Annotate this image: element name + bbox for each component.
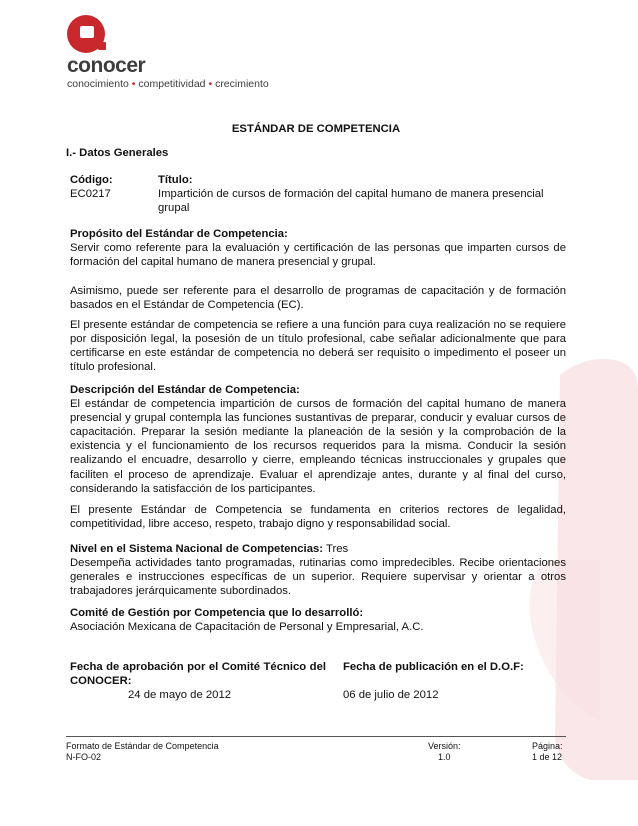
- footer-format-label: Formato de Estándar de Competencia: [66, 741, 219, 751]
- committee-block: [70, 606, 566, 634]
- paragraph-legal: El presente estándar de competencia se refiere a una función para cuya realización no se requiere por disposición legal, la posesión de un título profesional, cabe señalar adicionalmente que para certificarse en este estándar de competencia no deberá ser requisito o impedimento el poseer un título profesional.: [70, 319, 566, 374]
- publication-date: 06 de julio de 2012: [343, 689, 439, 701]
- title-value-line1: Impartición de cursos de formación del capital humano de manera presencial: [158, 188, 544, 200]
- purpose-block: [70, 227, 566, 269]
- description-heading: Descripción del Estándar de Competencia:: [70, 384, 300, 396]
- publication-heading: Fecha de publicación en el D.O.F:: [343, 661, 524, 673]
- page-title: ESTÁNDAR DE COMPETENCIA: [231, 123, 401, 135]
- approval-date: 24 de mayo de 2012: [128, 689, 232, 701]
- purpose-text: Servir como referente para la evaluación y certificación de las personas que imparten cursos de formación del capital humano de manera presencial y grupal.: [70, 242, 566, 269]
- code-value: EC0217: [70, 188, 111, 200]
- footer-version-value: 1.0: [438, 752, 451, 762]
- logo-tagline: conocimiento • competitividad • crecimiento: [67, 78, 269, 90]
- footer-version-label: Versión:: [428, 741, 461, 751]
- committee-heading: Comité de Gestión por Competencia que lo desarrolló:: [70, 607, 364, 619]
- title-label: Título:: [158, 174, 193, 186]
- code-label: Código:: [70, 174, 113, 186]
- purpose-heading: Propósito del Estándar de Competencia:: [70, 228, 288, 240]
- page-footer: [66, 736, 566, 762]
- description-text: El estándar de competencia impartición de cursos de formación del capital humano de manera presencial y grupal contempla las funciones sustantivas de preparar, conducir y evaluar cursos de capacitación. Preparar la sesión mediante la planeación de la sesión y la comprobación de la existencia y el funcionamiento de los recursos requeridos para la misma. Conducir la sesión realizando el encuadre, desarrollo y cierre, empleando técnicas instruccionales y grupales que faciliten el proceso de aprendizaje. Evaluar el aprendizaje antes, durante y al final del curso, considerando la satisfacción de los participantes.: [70, 398, 566, 495]
- footer-format-code: N-FO-02: [66, 752, 102, 762]
- committee-text: Asociación Mexicana de Capacitación de Personal y Empresarial, A.C.: [70, 621, 424, 634]
- footer-page-value: 1 de 12: [532, 752, 563, 762]
- logo-wordmark: conocer: [67, 54, 146, 77]
- paragraph-principles: El presente Estándar de Competencia se fundamenta en criterios rectores de legalidad, competitividad, libre acceso, respeto, trabajo digno y responsabilidad social.: [70, 504, 566, 531]
- level-text: Desempeña actividades tanto programadas, rutinarias como impredecibles. Recibe orientaciones generales e instrucciones específicas de un superior. Requiere supervisar y orientar a otros trabajadores jerárquicamente subordinados.: [70, 557, 566, 598]
- section-heading: I.- Datos Generales: [66, 147, 169, 159]
- footer-page-label: Página:: [532, 741, 563, 751]
- conocer-logo-icon: [66, 14, 114, 54]
- level-heading: Nivel en el Sistema Nacional de Competencias:: [70, 543, 324, 555]
- description-block: [70, 383, 566, 496]
- paragraph-benchmark: Asimismo, puede ser referente para el desarrollo de programas de capacitación y de formación basados en el Estándar de Competencia (EC).: [70, 285, 566, 312]
- title-value-line2: grupal: [158, 202, 190, 214]
- level-block: [70, 542, 566, 598]
- approval-heading: Fecha de aprobación por el Comité Técnico del CONOCER:: [70, 661, 326, 688]
- level-value: Tres: [323, 543, 349, 555]
